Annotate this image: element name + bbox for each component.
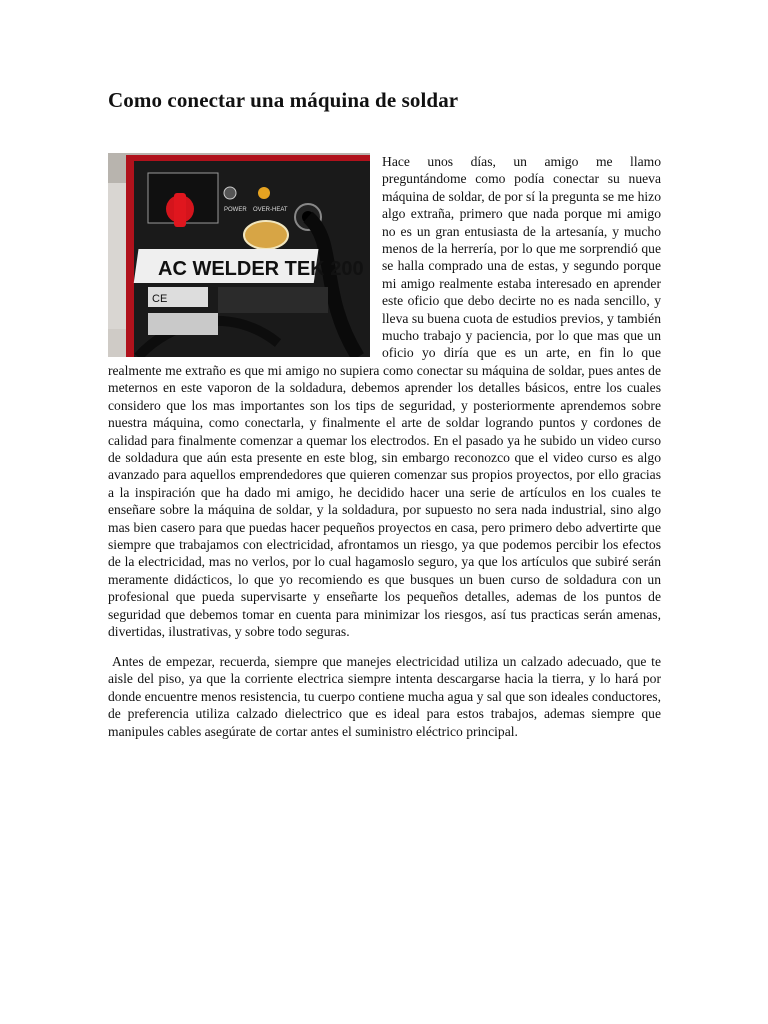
welder-photo (108, 153, 370, 357)
overheat-label: OVER-HEAT (253, 207, 288, 213)
paragraph-2: Antes de empezar, recuerda, siempre que manejes electricidad utiliza un calzado adecuado, que te aisle del piso, ya que la corriente electrica siempre intenta descargarse hacia la tierra, y lo hará por donde encuentre menos resistencia, tu cuerpo contiene mucha agua y sal que son ideales conductores, de preferencia utiliza calzado dielectrico que es ideal para estos trabajos, ademas siempre que manipules cables asegúrate de cortar antes el suministro eléctrico principal. (108, 654, 661, 739)
power-label: POWER (224, 207, 247, 213)
ce-mark: CE (152, 293, 168, 305)
brand-label: AC WELDER TEK 200 (158, 258, 364, 280)
paragraph-1: Hace unos días, un amigo me llamo preguntándome como podía conectar su nueva máquina de soldar, de por sí la pregunta se me hizo algo extraña, primero que nada porque mi amigo no es un gran entusiasta de la artesanía, y mucho menos de la herrería, por lo que me sorprendió que se halla comprado una de estas, y segundo porque mi amigo realmente estaba interesado en aprender este oficio que debo decirte no es nada sencillo, y lleva su buena cuota de estudios previos, y también mucho trabajo y paciencia, por lo que mas que un oficio yo diría que es un arte, en fin lo que realmente me extraño es que mi amigo no supiera como conectar su máquina de soldar, pues antes de meternos en este vaporon de la soldadura, debemos aprender los detalles básicos, entre los cuales considero que los mas importantes son los tips de seguridad, y posteriormente aprendemos sobre nuestra máquina, como conectarla, y finalmente el arte de soldar logrando puntos y cordones de calidad para finalmente comenzar a quemar los electrodos. En el pasado ya he subido un video curso de soldadura que aún esta presente en este blog, sin embargo reconozco que el video curso es algo avanzado para aquellos emprendedores que quieren comenzar sus propios proyectos, por ello gracias a la inspiración que ha dado mi amigo, he decidido hacer una serie de artículos en los cuales te enseñare sobre la máquina de soldar, y la soldadura, por supuesto no sera nada industrial, sino algo mas bien casero para que puedas hacer pequeños proyectos en casa, pero primero debo advertirte que siempre que trabajamos con electricidad, afrontamos un riesgo, ya que podemos percibir los efectos de la electricidad, mas no verlos, por lo cual hagamoslo seguro, ya que los artículos que subiré serán meramente didácticos, lo que yo recomiendo es que busques un buen curso de soldadura con un profesional que pueda supervisarte y enseñarte los pequeños detalles, ademas de los puntos de seguridad que debemos tomar en cuenta para minimizar los riesgos, así tus practicas serán amenas, divertidas, ilustrativas, y sobre todo seguras. (108, 154, 661, 639)
article-body (108, 153, 661, 640)
page-title: Como conectar una máquina de soldar (108, 88, 459, 112)
